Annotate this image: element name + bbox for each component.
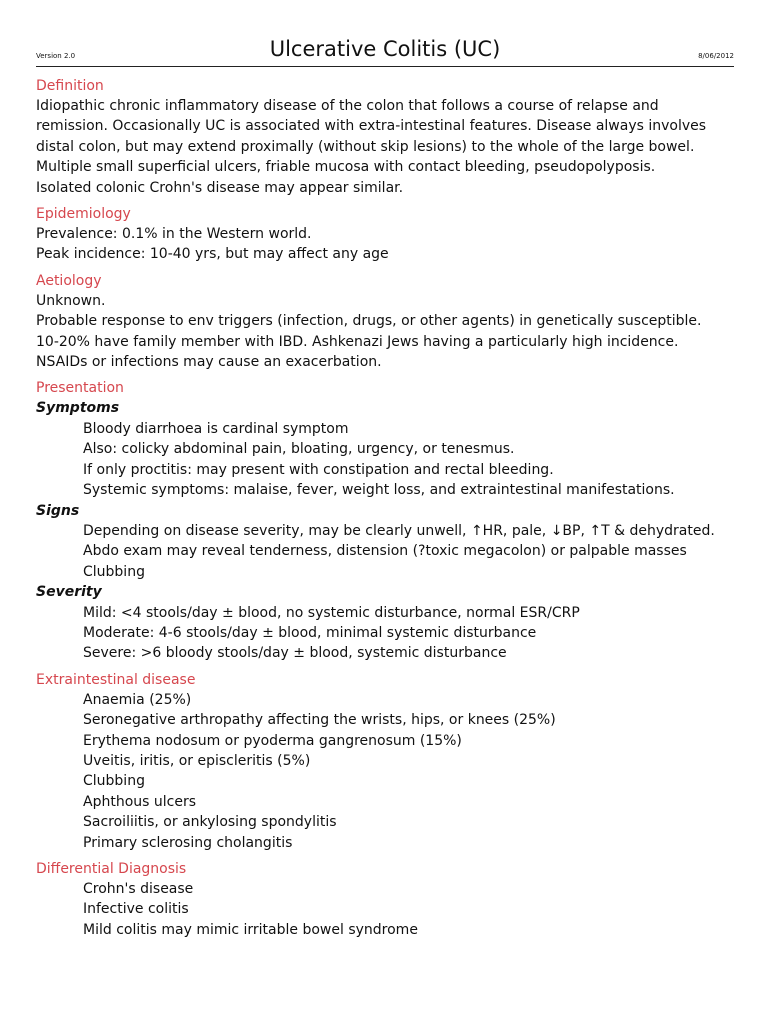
symptom-line: Also: colicky abdominal pain, bloating, urgency, or tenesmus. (83, 441, 515, 458)
extraintestinal-item: Seronegative arthropathy affecting the wrists, hips, or knees (25%) (83, 712, 556, 729)
aetiology-line: Unknown. (36, 292, 106, 309)
severity-line: Moderate: 4-6 stools/day ± blood, minimal systemic disturbance (83, 624, 537, 641)
extraintestinal-item: Primary sclerosing cholangitis (83, 834, 293, 851)
section-title-epidemiology: Epidemiology (36, 206, 131, 223)
epidemiology-line: Prevalence: 0.1% in the Western world. (36, 226, 312, 243)
section-title-presentation: Presentation (36, 380, 124, 397)
section-title-definition: Definition (36, 78, 104, 94)
section-extraintestinal (36, 670, 734, 853)
definition-line: Idiopathic chronic inflammatory disease of the colon that follows a course of relapse and (36, 98, 659, 114)
extraintestinal-item: Aphthous ulcers (83, 793, 197, 810)
aetiology-line: 10-20% have family member with IBD. Ashkenazi Jews having a particularly high incidence. (36, 333, 679, 350)
definition-line: remission. Occasionally UC is associated with extra-intestinal features. Disease always involves (36, 118, 707, 135)
symptom-line: Systemic symptoms: malaise, fever, weight loss, and extraintestinal manifestations. (83, 482, 675, 499)
severity-line: Mild: <4 stools/day ± blood, no systemic disturbance, normal ESR/CRP (83, 604, 580, 621)
aetiology-line: Probable response to env triggers (infection, drugs, or other agents) in genetically susceptible. (36, 313, 702, 330)
epidemiology-line: Peak incidence: 10-40 yrs, but may affect any age (36, 246, 389, 263)
sign-line: Clubbing (83, 563, 145, 580)
sign-line: Abdo exam may reveal tenderness, distension (?toxic megacolon) or palpable masses (83, 543, 687, 560)
section-aetiology (36, 271, 734, 373)
page-header (36, 28, 734, 67)
section-title-aetiology: Aetiology (36, 272, 102, 289)
section-epidemiology (36, 204, 734, 265)
document-body (36, 76, 734, 946)
extraintestinal-item: Erythema nodosum or pyoderma gangrenosum (15%) (83, 732, 462, 749)
extraintestinal-item: Anaemia (25%) (83, 691, 192, 708)
section-definition (36, 76, 734, 198)
symptom-line: If only proctitis: may present with constipation and rectal bleeding. (83, 461, 554, 478)
extraintestinal-item: Uveitis, iritis, or episcleritis (5%) (83, 752, 311, 769)
date-label: 8/06/2012 (698, 52, 734, 60)
extraintestinal-item: Sacroiliitis, or ankylosing spondylitis (83, 814, 337, 831)
definition-line: distal colon, but may extend proximally (without skip lesions) to the whole of the large bowel. (36, 138, 695, 155)
section-title-differential: Differential Diagnosis (36, 861, 187, 877)
sign-line: Depending on disease severity, may be clearly unwell, ↑HR, pale, ↓BP, ↑T & dehydrated. (83, 522, 715, 539)
subheading-signs: Signs (36, 502, 80, 519)
section-differential-diagnosis (36, 859, 734, 940)
definition-line: Isolated colonic Crohn's disease may appear similar. (36, 179, 404, 196)
version-label: Version 2.0 (36, 52, 76, 60)
subheading-severity: Severity (36, 584, 102, 601)
symptom-line: Bloody diarrhoea is cardinal symptom (83, 420, 349, 437)
severity-line: Severe: >6 bloody stools/day ± blood, systemic disturbance (83, 645, 507, 662)
definition-line: Multiple small superficial ulcers, friable mucosa with contact bleeding, pseudopolyposis. (36, 159, 656, 176)
differential-item: Crohn's disease (83, 881, 194, 897)
aetiology-line: NSAIDs or infections may cause an exacerbation. (36, 354, 382, 371)
differential-item: Mild colitis may mimic irritable bowel syndrome (83, 921, 418, 938)
section-title-extraintestinal: Extraintestinal disease (36, 671, 196, 688)
section-presentation (36, 378, 734, 663)
page-title: Ulcerative Colitis (UC) (269, 37, 501, 61)
subheading-symptoms: Symptoms (36, 400, 120, 417)
differential-item: Infective colitis (83, 901, 189, 918)
extraintestinal-item: Clubbing (83, 773, 145, 790)
